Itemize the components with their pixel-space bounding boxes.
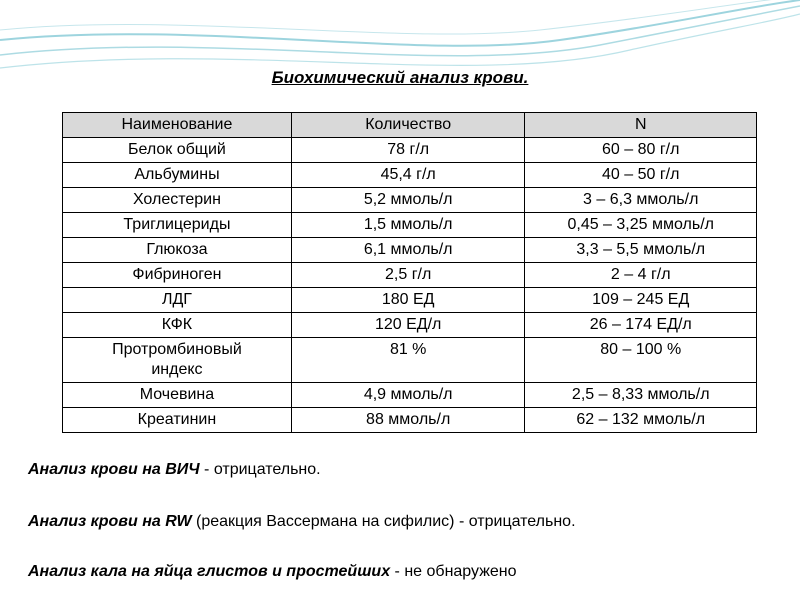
table-header-row — [63, 113, 757, 138]
cell-name: Холестерин — [63, 188, 292, 213]
cell-name: КФК — [63, 313, 292, 338]
cell-name: ЛДГ — [63, 288, 292, 313]
cell-norm: 109 – 245 ЕД — [525, 288, 757, 313]
cell-norm: 80 – 100 % — [525, 338, 757, 383]
cell-norm: 40 – 50 г/л — [525, 163, 757, 188]
cell-quantity: 1,5 ммоль/л — [291, 213, 525, 238]
cell-quantity: 2,5 г/л — [291, 263, 525, 288]
cell-name: Глюкоза — [63, 238, 292, 263]
note-hiv — [28, 461, 321, 479]
note-rw-text: (реакция Вассермана на сифилис) - отрицательно. — [191, 513, 576, 530]
cell-name: Триглицериды — [63, 213, 292, 238]
cell-norm: 2,5 – 8,33 ммоль/л — [525, 383, 757, 408]
cell-norm: 62 – 132 ммоль/л — [525, 408, 757, 433]
cell-name: Протромбиновый индекс — [63, 338, 292, 383]
cell-norm: 3 – 6,3 ммоль/л — [525, 188, 757, 213]
cell-name: Креатинин — [63, 408, 292, 433]
table-row — [63, 288, 757, 313]
cell-norm: 0,45 – 3,25 ммоль/л — [525, 213, 757, 238]
cell-norm: 26 – 174 ЕД/л — [525, 313, 757, 338]
cell-quantity: 45,4 г/л — [291, 163, 525, 188]
table-row — [63, 238, 757, 263]
header-quantity: Количество — [291, 113, 525, 138]
cell-quantity: 78 г/л — [291, 138, 525, 163]
table-row — [63, 188, 757, 213]
note-rw-label: Анализ крови на RW — [28, 513, 192, 530]
cell-norm: 2 – 4 г/л — [525, 263, 757, 288]
cell-norm: 60 – 80 г/л — [525, 138, 757, 163]
table-row — [63, 338, 757, 383]
note-rw — [28, 513, 576, 531]
cell-name: Альбумины — [63, 163, 292, 188]
table-row — [63, 383, 757, 408]
cell-quantity: 88 ммоль/л — [291, 408, 525, 433]
cell-quantity: 5,2 ммоль/л — [291, 188, 525, 213]
cell-name: Белок общий — [63, 138, 292, 163]
table-row — [63, 408, 757, 433]
cell-quantity: 180 ЕД — [291, 288, 525, 313]
note-hiv-text: - отрицательно. — [199, 461, 321, 478]
cell-quantity: 120 ЕД/л — [291, 313, 525, 338]
cell-quantity: 6,1 ммоль/л — [291, 238, 525, 263]
cell-name: Фибриноген — [63, 263, 292, 288]
table-row — [63, 138, 757, 163]
table-row — [63, 213, 757, 238]
page-title: Биохимический анализ крови. — [271, 68, 529, 87]
cell-name: Мочевина — [63, 383, 292, 408]
note-hiv-label: Анализ крови на ВИЧ — [28, 461, 200, 478]
blood-analysis-table — [62, 112, 757, 433]
note-stool-text: - не обнаружено — [390, 563, 517, 580]
header-norm: N — [525, 113, 757, 138]
cell-norm: 3,3 – 5,5 ммоль/л — [525, 238, 757, 263]
table-row — [63, 163, 757, 188]
cell-quantity: 4,9 ммоль/л — [291, 383, 525, 408]
table-row — [63, 313, 757, 338]
note-stool — [28, 563, 517, 581]
note-stool-label: Анализ кала на яйца глистов и простейших — [28, 563, 391, 580]
cell-quantity: 81 % — [291, 338, 525, 383]
table-row — [63, 263, 757, 288]
header-name: Наименование — [63, 113, 292, 138]
